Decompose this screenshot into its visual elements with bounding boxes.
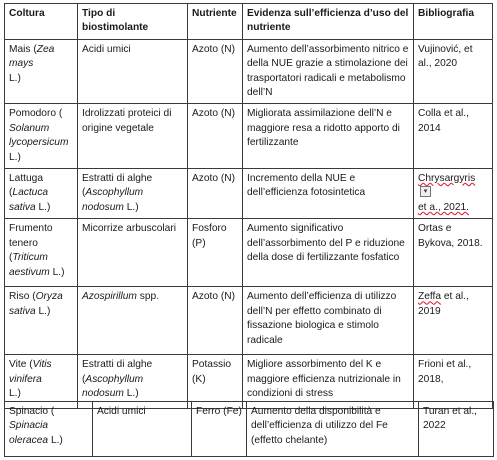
header-coltura: Coltura <box>5 4 78 40</box>
cell-nutriente: Azoto (N) <box>188 169 243 219</box>
cell-coltura: Riso (Oryza sativa L.) <box>5 287 78 355</box>
cell-bibliografia: Frioni et al., 2018, <box>414 355 493 409</box>
header-tipo: Tipo di biostimolante <box>78 4 188 40</box>
cell-coltura: Pomodoro ( Solanum lycopersicum L.) <box>5 104 78 169</box>
cell-bibliografia: Ortas e Bykova, 2018. <box>414 219 493 287</box>
cell-bibliografia: Chrysargyris▾ et a., 2021. <box>414 169 493 219</box>
cell-evidenza: Aumento dell’efficienza di utilizzo dell’N per effetto combinato di fissazione biologica e stimolo radicale <box>243 287 414 355</box>
cell-evidenza: Aumento dell’assorbimento nitrico e della NUE grazie a stimolazione dei trasportatori radicali e metabolismo dell’N <box>243 39 414 104</box>
cell-evidenza: Aumento della disponibilità e dell’efficienza di utilizzo del Fe (effetto chelante) <box>247 402 419 457</box>
cell-bibliografia: Zeffa et al., 2019 <box>414 287 493 355</box>
cell-coltura: Spinacio ( Spinacia oleracea L.) <box>5 402 93 457</box>
cell-nutriente: Azoto (N) <box>188 39 243 104</box>
cell-coltura: Lattuga (Lactuca sativa L.) <box>5 169 78 219</box>
cell-evidenza: Aumento significativo dell’assorbimento del P e riduzione della dose di fertilizzante fosfatico <box>243 219 414 287</box>
cell-bibliografia: Colla et al., 2014 <box>414 104 493 169</box>
cell-coltura: Frumento tenero (Triticum aestivum L.) <box>5 219 78 287</box>
cell-evidenza: Incremento della NUE e dell’efficienza fotosintetica <box>243 169 414 219</box>
header-bibliografia: Bibliografia <box>414 4 493 40</box>
biostimulant-table-last-row <box>4 401 494 457</box>
cell-coltura: Vite (Vitis vinifera L.) <box>5 355 78 409</box>
cell-coltura: Mais (Zea mays L.) <box>5 39 78 104</box>
biostimulant-table <box>4 3 493 409</box>
table-row <box>5 402 494 457</box>
cell-tipo: Acidi umici <box>78 39 188 104</box>
cell-bibliografia: Turan et al., 2022 <box>419 402 494 457</box>
cell-nutriente: Fosforo (P) <box>188 219 243 287</box>
cell-tipo: Idrolizzati proteici di origine vegetale <box>78 104 188 169</box>
cell-tipo: Acidi umici <box>93 402 192 457</box>
table-row <box>5 169 493 219</box>
cell-tipo: Estratti di alghe (Ascophyllum nodosum L.) <box>78 169 188 219</box>
cell-tipo: Micorrize arbuscolari <box>78 219 188 287</box>
cell-nutriente: Potassio (K) <box>188 355 243 409</box>
table-row <box>5 39 493 104</box>
header-evidenza: Evidenza sull’efficienza d’uso del nutriente <box>243 4 414 40</box>
cell-tipo: Estratti di alghe (Ascophyllum nodosum L.) <box>78 355 188 409</box>
cell-nutriente: Azoto (N) <box>188 104 243 169</box>
cell-nutriente: Ferro (Fe) <box>192 402 247 457</box>
table-header-row <box>5 4 493 40</box>
table-row <box>5 287 493 355</box>
cell-nutriente: Azoto (N) <box>188 287 243 355</box>
cell-bibliografia: Vujinović, et al., 2020 <box>414 39 493 104</box>
cell-evidenza: Migliore assorbimento del K e maggiore efficienza nutrizionale in condizioni di stress <box>243 355 414 409</box>
cell-evidenza: Migliorata assimilazione dell’N e maggiore resa a ridotto apporto di fertilizzante <box>243 104 414 169</box>
dropdown-arrow-icon[interactable]: ▾ <box>420 186 431 197</box>
table-row <box>5 104 493 169</box>
table-row <box>5 219 493 287</box>
cell-tipo: Azospirillum spp. <box>78 287 188 355</box>
header-nutriente: Nutriente <box>188 4 243 40</box>
